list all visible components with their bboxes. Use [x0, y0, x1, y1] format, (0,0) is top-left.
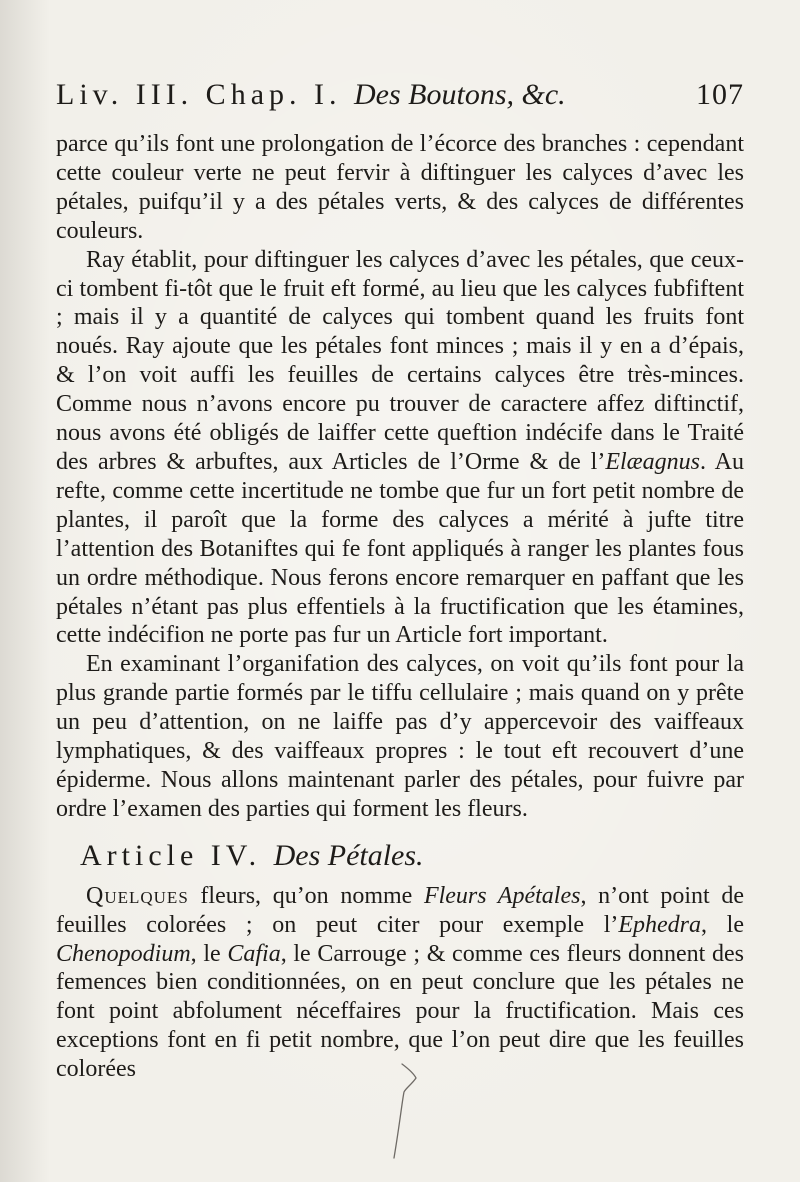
paragraph-4-italic-b: Ephedra [618, 911, 702, 938]
paragraph-4-lead: Quelques [86, 882, 189, 909]
paragraph-4-italic-a: Fleurs Apétales [423, 882, 581, 909]
paragraph-2-italic-term: Elæagnus [605, 448, 701, 475]
article-label: Article IV. [80, 838, 262, 872]
paragraph-4-text-e: , le Carrouge ; & comme ces fleurs donnent des femences bien conditionnées, on en peut conclure que les pétales ne font point abfolument néceffaires pour la fructification. Mais ces exceptions font en fi petit nombre, que l’on peut dire que les feuilles colorées [56, 940, 744, 1083]
paragraph-4 [56, 882, 744, 1084]
paragraph-4-italic-d: Cafia [227, 940, 281, 967]
article-title: Des Pétales. [273, 838, 424, 872]
paragraph-2 [56, 246, 744, 651]
paragraph-2-text-b: . Au refte, comme cette incertitude ne tombe que fur un fort petit nombre de plantes, il paroît que la forme des calyces a mérité à jufte titre l’attention des Botaniftes qui fe font appliqués à ranger les plantes fous un ordre méthodique. Nous ferons encore remarquer en paffant que les pétales n’étant pas plus effentiels à la fructification que les étamines, cette indécifion ne porte pas fur un Article fort important. [56, 448, 744, 649]
paragraph-4-italic-c: Chenopodium [56, 940, 191, 967]
article-heading [80, 836, 744, 876]
paragraph-4-text-a: fleurs, qu’on nomme [188, 882, 424, 909]
paragraph-2-text-a: Ray établit, pour diftinguer les calyces d’avec les pétales, que ceux-ci tombent fi-tôt que le fruit eft formé, au lieu que les calyces fubfiftent ; mais il y a quantité de calyces qui tombent quand les fruits font noués. Ray ajoute que les pétales font minces ; mais il y en a d’épais, & l’on voit auffi les feuilles de certains calyces être très-minces. Comme nous n’avons encore pu trouver de caractere affez diftinctif, nous avons été obligés de laiffer cette queftion indécife dans le Traité des arbres & arbuftes, aux Articles de l’Orme & de l’ [56, 246, 744, 475]
paragraph-4-text-d: , le [190, 940, 228, 967]
paragraph-1: parce qu’ils font une prolongation de l’écorce des branches : cependant cette couleur verte ne peut fervir à diftinguer les calyces d’avec les pétales, puifqu’il y a des pétales verts, & des calyces de différentes couleurs. [56, 131, 744, 244]
running-head [56, 78, 744, 118]
paragraph-4-text-c: , le [701, 911, 744, 938]
page-number: 107 [696, 78, 744, 111]
paragraph-3: En examinant l’organifation des calyces, on voit qu’ils font pour la plus grande partie formés par le tiffu cellulaire ; mais quand on y prête un peu d’attention, on ne laiffe pas d’y appercevoir des vaiffeaux lymphatiques, & des vaiffeaux propres : le tout eft recouvert d’une épiderme. Nous allons maintenant parler des pétales, pour fuivre par ordre l’examen des parties qui forment les fleurs. [56, 651, 744, 822]
running-head-title: Des Boutons, &c. [354, 78, 566, 111]
binding-gutter-shadow [0, 0, 50, 1182]
pencil-stroke-mark [392, 1062, 432, 1162]
running-head-book: Liv. III. Chap. I. [56, 78, 342, 111]
running-head-left [56, 78, 566, 112]
paragraph-4-text-b: , n’ont point de feuilles colorées ; on peut citer pour exemple l’ [56, 882, 744, 938]
page-body [56, 130, 744, 1084]
